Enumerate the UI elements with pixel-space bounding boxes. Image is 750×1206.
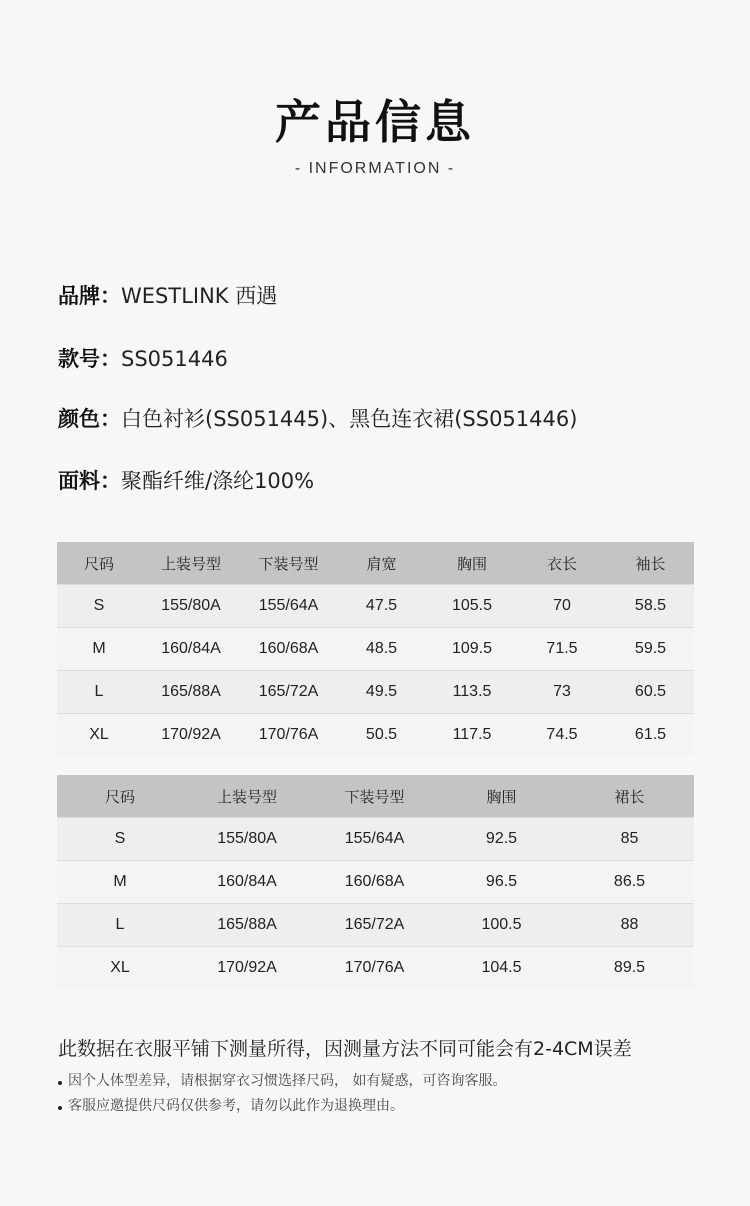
table-cell: 109.5 xyxy=(427,628,517,671)
table-cell: 58.5 xyxy=(607,585,694,628)
table-cell: 160/68A xyxy=(311,861,438,904)
table-cell: 160/84A xyxy=(183,861,311,904)
table-header-cell: 尺码 xyxy=(57,542,141,585)
info-fabric-key: 面料： xyxy=(58,469,121,493)
table-header-row xyxy=(57,775,694,818)
note-item-text: 客服应邀提供尺码仅供参考，请勿以此作为退换理由。 xyxy=(68,1098,404,1114)
table-header-cell: 袖长 xyxy=(607,542,694,585)
table-cell: 165/72A xyxy=(311,904,438,947)
info-fabric-value: 聚酯纤维/涤纶100% xyxy=(121,469,315,493)
info-brand-value: WESTLINK 西遇 xyxy=(121,284,278,308)
table-cell: L xyxy=(57,671,141,714)
table-cell: 92.5 xyxy=(438,818,565,861)
table-header-cell: 胸围 xyxy=(438,775,565,818)
table-row xyxy=(57,904,694,947)
table-cell: 96.5 xyxy=(438,861,565,904)
table-cell: 155/64A xyxy=(311,818,438,861)
table-cell: 70 xyxy=(517,585,607,628)
table-cell: 165/72A xyxy=(241,671,336,714)
table-cell: 160/84A xyxy=(141,628,241,671)
table-row xyxy=(57,585,694,628)
table-cell: 50.5 xyxy=(336,714,427,757)
note-item-text: 因个人体型差异，请根据穿衣习惯选择尺码， 如有疑惑，可咨询客服。 xyxy=(68,1073,507,1089)
table-cell: 100.5 xyxy=(438,904,565,947)
table-header-cell: 上装号型 xyxy=(183,775,311,818)
table-cell: 165/88A xyxy=(183,904,311,947)
table-cell: 74.5 xyxy=(517,714,607,757)
table-row xyxy=(57,947,694,990)
info-color xyxy=(58,403,577,433)
table-cell: 88 xyxy=(565,904,694,947)
table-cell: 155/80A xyxy=(183,818,311,861)
table-row xyxy=(57,714,694,757)
table-cell: 105.5 xyxy=(427,585,517,628)
table-cell: M xyxy=(57,628,141,671)
page-subtitle: - INFORMATION - xyxy=(294,160,456,177)
table-cell: 165/88A xyxy=(141,671,241,714)
table-header-cell: 下装号型 xyxy=(241,542,336,585)
table-cell: 155/80A xyxy=(141,585,241,628)
page-title: 产品信息 xyxy=(275,95,475,149)
note-item xyxy=(58,1095,404,1115)
table-cell: 170/92A xyxy=(183,947,311,990)
table-cell: 73 xyxy=(517,671,607,714)
table-cell: 104.5 xyxy=(438,947,565,990)
table-cell: 113.5 xyxy=(427,671,517,714)
table-header-row xyxy=(57,542,694,585)
info-style-key: 款号： xyxy=(58,347,121,371)
info-color-value: 白色衬衫(SS051445)、黑色连衣裙(SS051446) xyxy=(121,407,578,431)
table-header-cell: 胸围 xyxy=(427,542,517,585)
table-header-cell: 上装号型 xyxy=(141,542,241,585)
table-cell: 170/76A xyxy=(311,947,438,990)
table-cell: XL xyxy=(57,714,141,757)
shirt-size-table xyxy=(57,542,694,756)
table-cell: 48.5 xyxy=(336,628,427,671)
note-item xyxy=(58,1070,506,1090)
table-cell: L xyxy=(57,904,183,947)
info-style-value: SS051446 xyxy=(121,347,228,371)
table-cell: M xyxy=(57,861,183,904)
table-cell: 61.5 xyxy=(607,714,694,757)
table-cell: 160/68A xyxy=(241,628,336,671)
table-cell: 47.5 xyxy=(336,585,427,628)
table-cell: 155/64A xyxy=(241,585,336,628)
table-header-cell: 下装号型 xyxy=(311,775,438,818)
table-cell: 85 xyxy=(565,818,694,861)
info-color-key: 颜色： xyxy=(58,407,121,431)
table-cell: 89.5 xyxy=(565,947,694,990)
table-header-cell: 肩宽 xyxy=(336,542,427,585)
table-header-cell: 裙长 xyxy=(565,775,694,818)
table-cell: 170/76A xyxy=(241,714,336,757)
table-cell: S xyxy=(57,818,183,861)
table-header-cell: 尺码 xyxy=(57,775,183,818)
table-row xyxy=(57,818,694,861)
table-cell: S xyxy=(57,585,141,628)
table-cell: 71.5 xyxy=(517,628,607,671)
table-cell: 170/92A xyxy=(141,714,241,757)
table-row xyxy=(57,861,694,904)
table-cell: XL xyxy=(57,947,183,990)
measurement-note: 此数据在衣服平铺下测量所得，因测量方法不同可能会有2-4CM误差 xyxy=(58,1038,632,1060)
table-row xyxy=(57,628,694,671)
table-row xyxy=(57,671,694,714)
bullet-icon xyxy=(58,1106,62,1110)
table-cell: 117.5 xyxy=(427,714,517,757)
table-cell: 60.5 xyxy=(607,671,694,714)
table-cell: 59.5 xyxy=(607,628,694,671)
dress-size-table xyxy=(57,775,694,989)
info-brand-key: 品牌： xyxy=(58,284,121,308)
bullet-icon xyxy=(58,1081,62,1085)
info-brand xyxy=(58,280,277,310)
table-cell: 86.5 xyxy=(565,861,694,904)
info-style-number xyxy=(58,343,228,373)
table-cell: 49.5 xyxy=(336,671,427,714)
table-header-cell: 衣长 xyxy=(517,542,607,585)
info-fabric xyxy=(58,465,314,495)
